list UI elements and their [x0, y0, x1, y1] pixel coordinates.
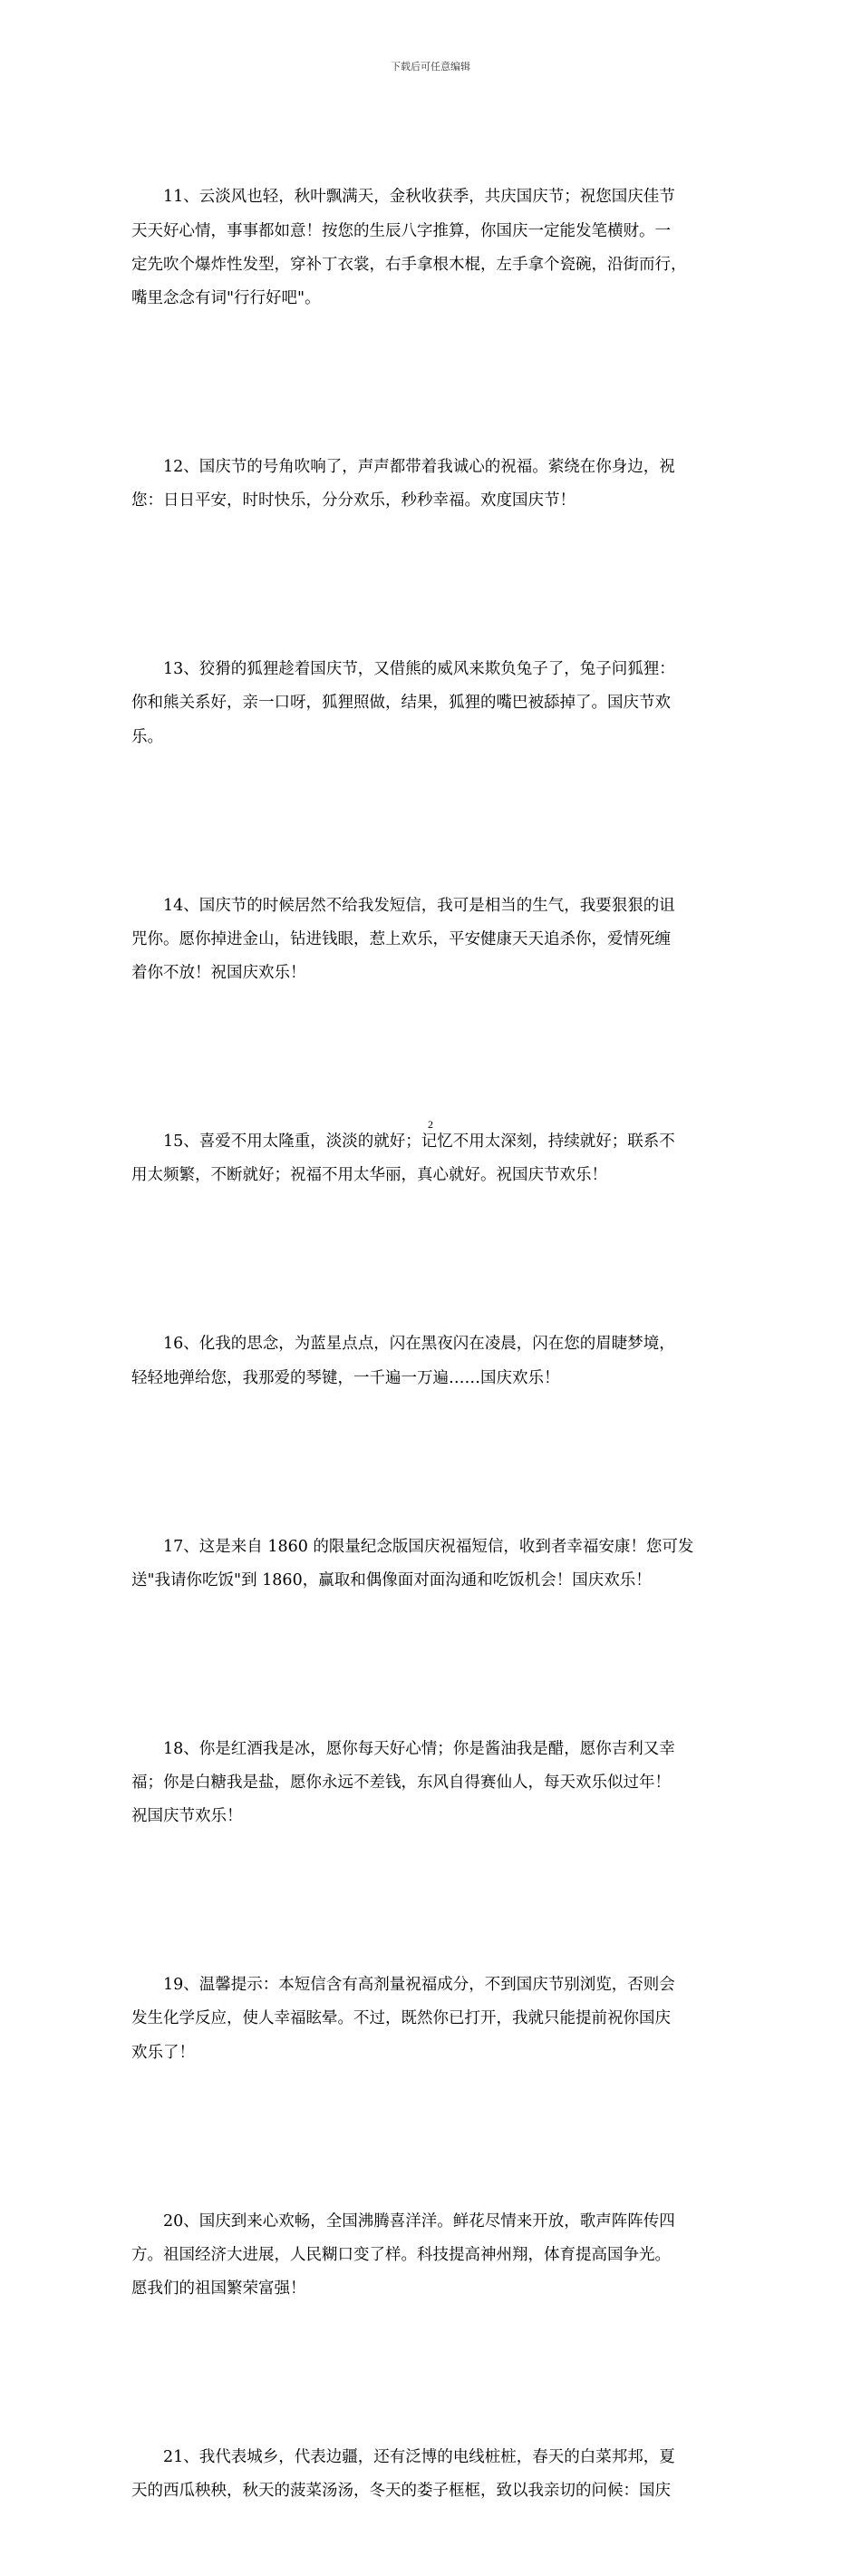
text-line: 18、你是红酒我是冰，愿你每天好心情；你是酱油我是醋，愿你吉利又幸 — [163, 1739, 675, 1758]
text-line: 12、国庆节的号角吹响了，声声都带着我诚心的祝福。萦绕在你身边，祝 — [163, 458, 675, 477]
paragraph-19 — [131, 1901, 731, 2137]
text-line: 欢乐了！ — [131, 2043, 195, 2062]
paragraph-21 — [131, 2374, 731, 2576]
text-line: 17、这是来自 1860 的限量纪念版国庆祝福短信，收到者幸福安康！您可发 — [163, 1537, 694, 1556]
text-line: 天天好心情，事事都如意！按您的生辰八字推算，你国庆一定能发笔横财。一 — [131, 221, 671, 240]
text-line: 祝国庆节欢乐！ — [131, 1807, 243, 1826]
paragraph-16 — [131, 1260, 731, 1463]
text-line: 愿我们的祖国繁荣富强！ — [131, 2280, 306, 2298]
paragraph-12 — [131, 384, 731, 586]
text-line: 19、温馨提示：本短信含有高剂量祝福成分，不到国庆节别浏览，否则会 — [163, 1976, 675, 1995]
text-line: 用太频繁，不断就好；祝福不用太华丽，真心就好。祝国庆节欢乐！ — [131, 1166, 607, 1185]
text-line: 送"我请你吃饭"到 1860，赢取和偶像面对面沟通和吃饭机会！国庆欢乐！ — [131, 1570, 652, 1589]
text-line: 福；你是白糖我是盐，愿你永远不差钱，东风自得赛仙人，每天欢乐似过年！ — [131, 1773, 671, 1792]
text-line: 定先吹个爆炸性发型，穿补丁衣裳，右手拿根木棍，左手拿个瓷碗，沿街而行， — [131, 255, 687, 274]
text-line: 乐。 — [131, 727, 163, 746]
document-body — [131, 113, 731, 2576]
page-number: 2 — [428, 1118, 433, 1131]
paragraph-17 — [131, 1463, 731, 1665]
text-line: 15、喜爱不用太隆重，淡淡的就好；记忆不用太深刻，持续就好；联系不 — [163, 1132, 675, 1152]
text-line: 发生化学反应，使人幸福眩晕。不过，既然你已打开，我就只能提前祝你国庆 — [131, 2009, 671, 2028]
text-line: 咒你。愿你掉进金山，钻进钱眼，惹上欢乐，平安健康天天追杀你，爱情死缠 — [131, 929, 671, 948]
page-header: 下载后可任意编辑 — [391, 61, 470, 73]
text-line: 21、我代表城乡，代表边疆，还有泛博的电线桩桩，春天的白菜邦邦，夏 — [163, 2448, 675, 2467]
paragraph-20 — [131, 2137, 731, 2373]
text-line: 14、国庆节的时候居然不给我发短信，我可是相当的生气，我要狠狠的诅 — [163, 896, 675, 915]
text-line: 轻轻地弹给您，我那爱的琴键，一千遍一万遍……国庆欢乐！ — [131, 1368, 560, 1387]
paragraph-18 — [131, 1665, 731, 1900]
text-line: 天的西瓜秧秧，秋天的菠菜汤汤，冬天的娄子框框，致以我亲切的问候：国庆 — [131, 2482, 671, 2501]
paragraph-11 — [131, 113, 731, 384]
text-line: 13、狡猾的狐狸趁着国庆节，又借熊的威风来欺负兔子了，兔子问狐狸： — [163, 660, 675, 679]
text-line: 着你不放！祝国庆欢乐！ — [131, 964, 306, 983]
text-line: 20、国庆到来心欢畅，全国沸腾喜洋洋。鲜花尽情来开放，歌声阵阵传四 — [163, 2211, 675, 2231]
text-line: 16、化我的思念，为蓝星点点，闪在黑夜闪在凌晨，闪在您的眉睫梦境， — [163, 1335, 675, 1354]
paragraph-15 — [131, 1058, 731, 1260]
text-line: 方。祖国经济大进展，人民糊口变了样。科技提高神州翔，体育提高国争光。 — [131, 2245, 671, 2264]
text-line: 您：日日平安，时时快乐，分分欢乐，秒秒幸福。欢度国庆节！ — [131, 491, 576, 510]
paragraph-14 — [131, 821, 731, 1057]
text-line: 11、云淡风也轻，秋叶飘满天，金秋收获季，共庆国庆节；祝您国庆佳节 — [163, 188, 675, 207]
text-line: 你和熊关系好，亲一口呀，狐狸照做，结果，狐狸的嘴巴被舔掉了。国庆节欢 — [131, 694, 671, 713]
paragraph-13 — [131, 586, 731, 821]
text-line: 嘴里念念有词"行行好吧"。 — [131, 289, 321, 308]
